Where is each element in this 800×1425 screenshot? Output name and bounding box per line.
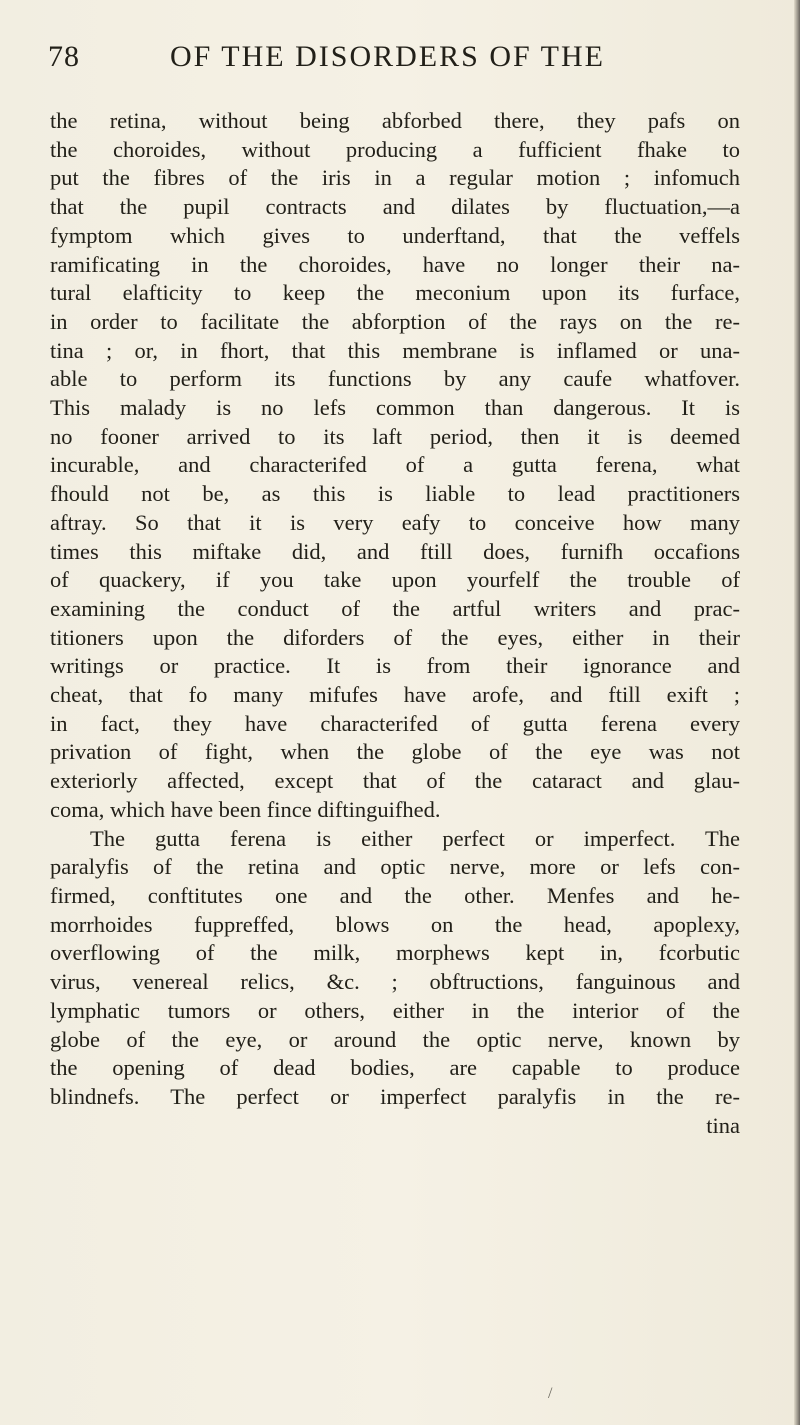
- text-line: aftray. So that it is very eafy to conceive how many: [50, 509, 740, 535]
- text-line: that the pupil contracts and dilates by fluctuation,—a: [50, 194, 740, 220]
- paragraph-1: [50, 107, 740, 825]
- text-line: the opening of dead bodies, are capable to produce: [50, 1055, 740, 1081]
- text-line: The gutta ferena is either perfect or imperfect. The: [90, 825, 740, 851]
- text-line: the choroides, without producing a fufficient fhake to: [50, 136, 740, 162]
- text-line: globe of the eye, or around the optic nerve, known by: [50, 1026, 740, 1052]
- text-line: no fooner arrived to its laft period, then it is deemed: [50, 423, 740, 449]
- text-line: in order to facilitate the abforption of the rays on the re-: [50, 308, 740, 334]
- text-line: times this miftake did, and ftill does, furnifh occafions: [50, 538, 740, 564]
- text-line: tural elafticity to keep the meconium upon its furface,: [50, 280, 740, 306]
- page-edge-shadow: [794, 0, 800, 1425]
- text-line: able to perform its functions by any caufe whatfover.: [50, 366, 740, 392]
- text-line: overflowing of the milk, morphews kept in, fcorbutic: [50, 940, 740, 966]
- page-number: 78: [48, 40, 80, 73]
- text-line: of quackery, if you take upon yourfelf the trouble of: [50, 567, 740, 593]
- body-text: [50, 107, 740, 1140]
- text-line: lymphatic tumors or others, either in the interior of the: [50, 997, 740, 1023]
- text-line: morrhoides fuppreffed, blows on the head, apoplexy,: [50, 911, 740, 937]
- text-line: incurable, and characterifed of a gutta ferena, what: [50, 452, 740, 478]
- text-line: writings or practice. It is from their ignorance and: [50, 653, 740, 679]
- text-line: ramificating in the choroides, have no longer their na-: [50, 251, 740, 277]
- stray-mark: /: [548, 1385, 553, 1402]
- text-line: put the fibres of the iris in a regular motion ; infomuch: [50, 165, 740, 191]
- text-line: fhould not be, as this is liable to lead practitioners: [50, 481, 740, 507]
- text-line: the retina, without being abforbed there, they pafs on: [50, 108, 740, 133]
- text-line: This malady is no lefs common than dangerous. It is: [50, 395, 740, 421]
- text-line: titioners upon the diforders of the eyes, either in their: [50, 624, 740, 650]
- text-line: fymptom which gives to underftand, that the veffels: [50, 222, 740, 248]
- text-line: in fact, they have characterifed of gutta ferena every: [50, 710, 740, 736]
- text-line: coma, which have been fince diftinguifhed.: [50, 796, 441, 822]
- text-line: privation of fight, when the globe of the eye was not: [50, 739, 740, 765]
- text-line: examining the conduct of the artful writers and prac-: [50, 595, 740, 621]
- catchword: tina: [706, 1112, 740, 1138]
- text-line: cheat, that fo many mifufes have arofe, and ftill exift ;: [50, 682, 740, 708]
- page-header: [48, 40, 768, 100]
- text-line: blindnefs. The perfect or imperfect paralyfis in the re-: [50, 1083, 740, 1109]
- text-line: paralyfis of the retina and optic nerve, more or lefs con-: [50, 854, 740, 880]
- text-line: virus, venereal relics, &c. ; obftructions, fanguinous and: [50, 969, 740, 995]
- text-line: tina ; or, in fhort, that this membrane is inflamed or una-: [50, 337, 740, 363]
- text-line: exteriorly affected, except that of the cataract and glau-: [50, 768, 740, 794]
- running-head: OF THE DISORDERS OF THE: [170, 40, 605, 73]
- text-line: firmed, conftitutes one and the other. Menfes and he-: [50, 882, 740, 908]
- paragraph-2: [50, 825, 740, 1112]
